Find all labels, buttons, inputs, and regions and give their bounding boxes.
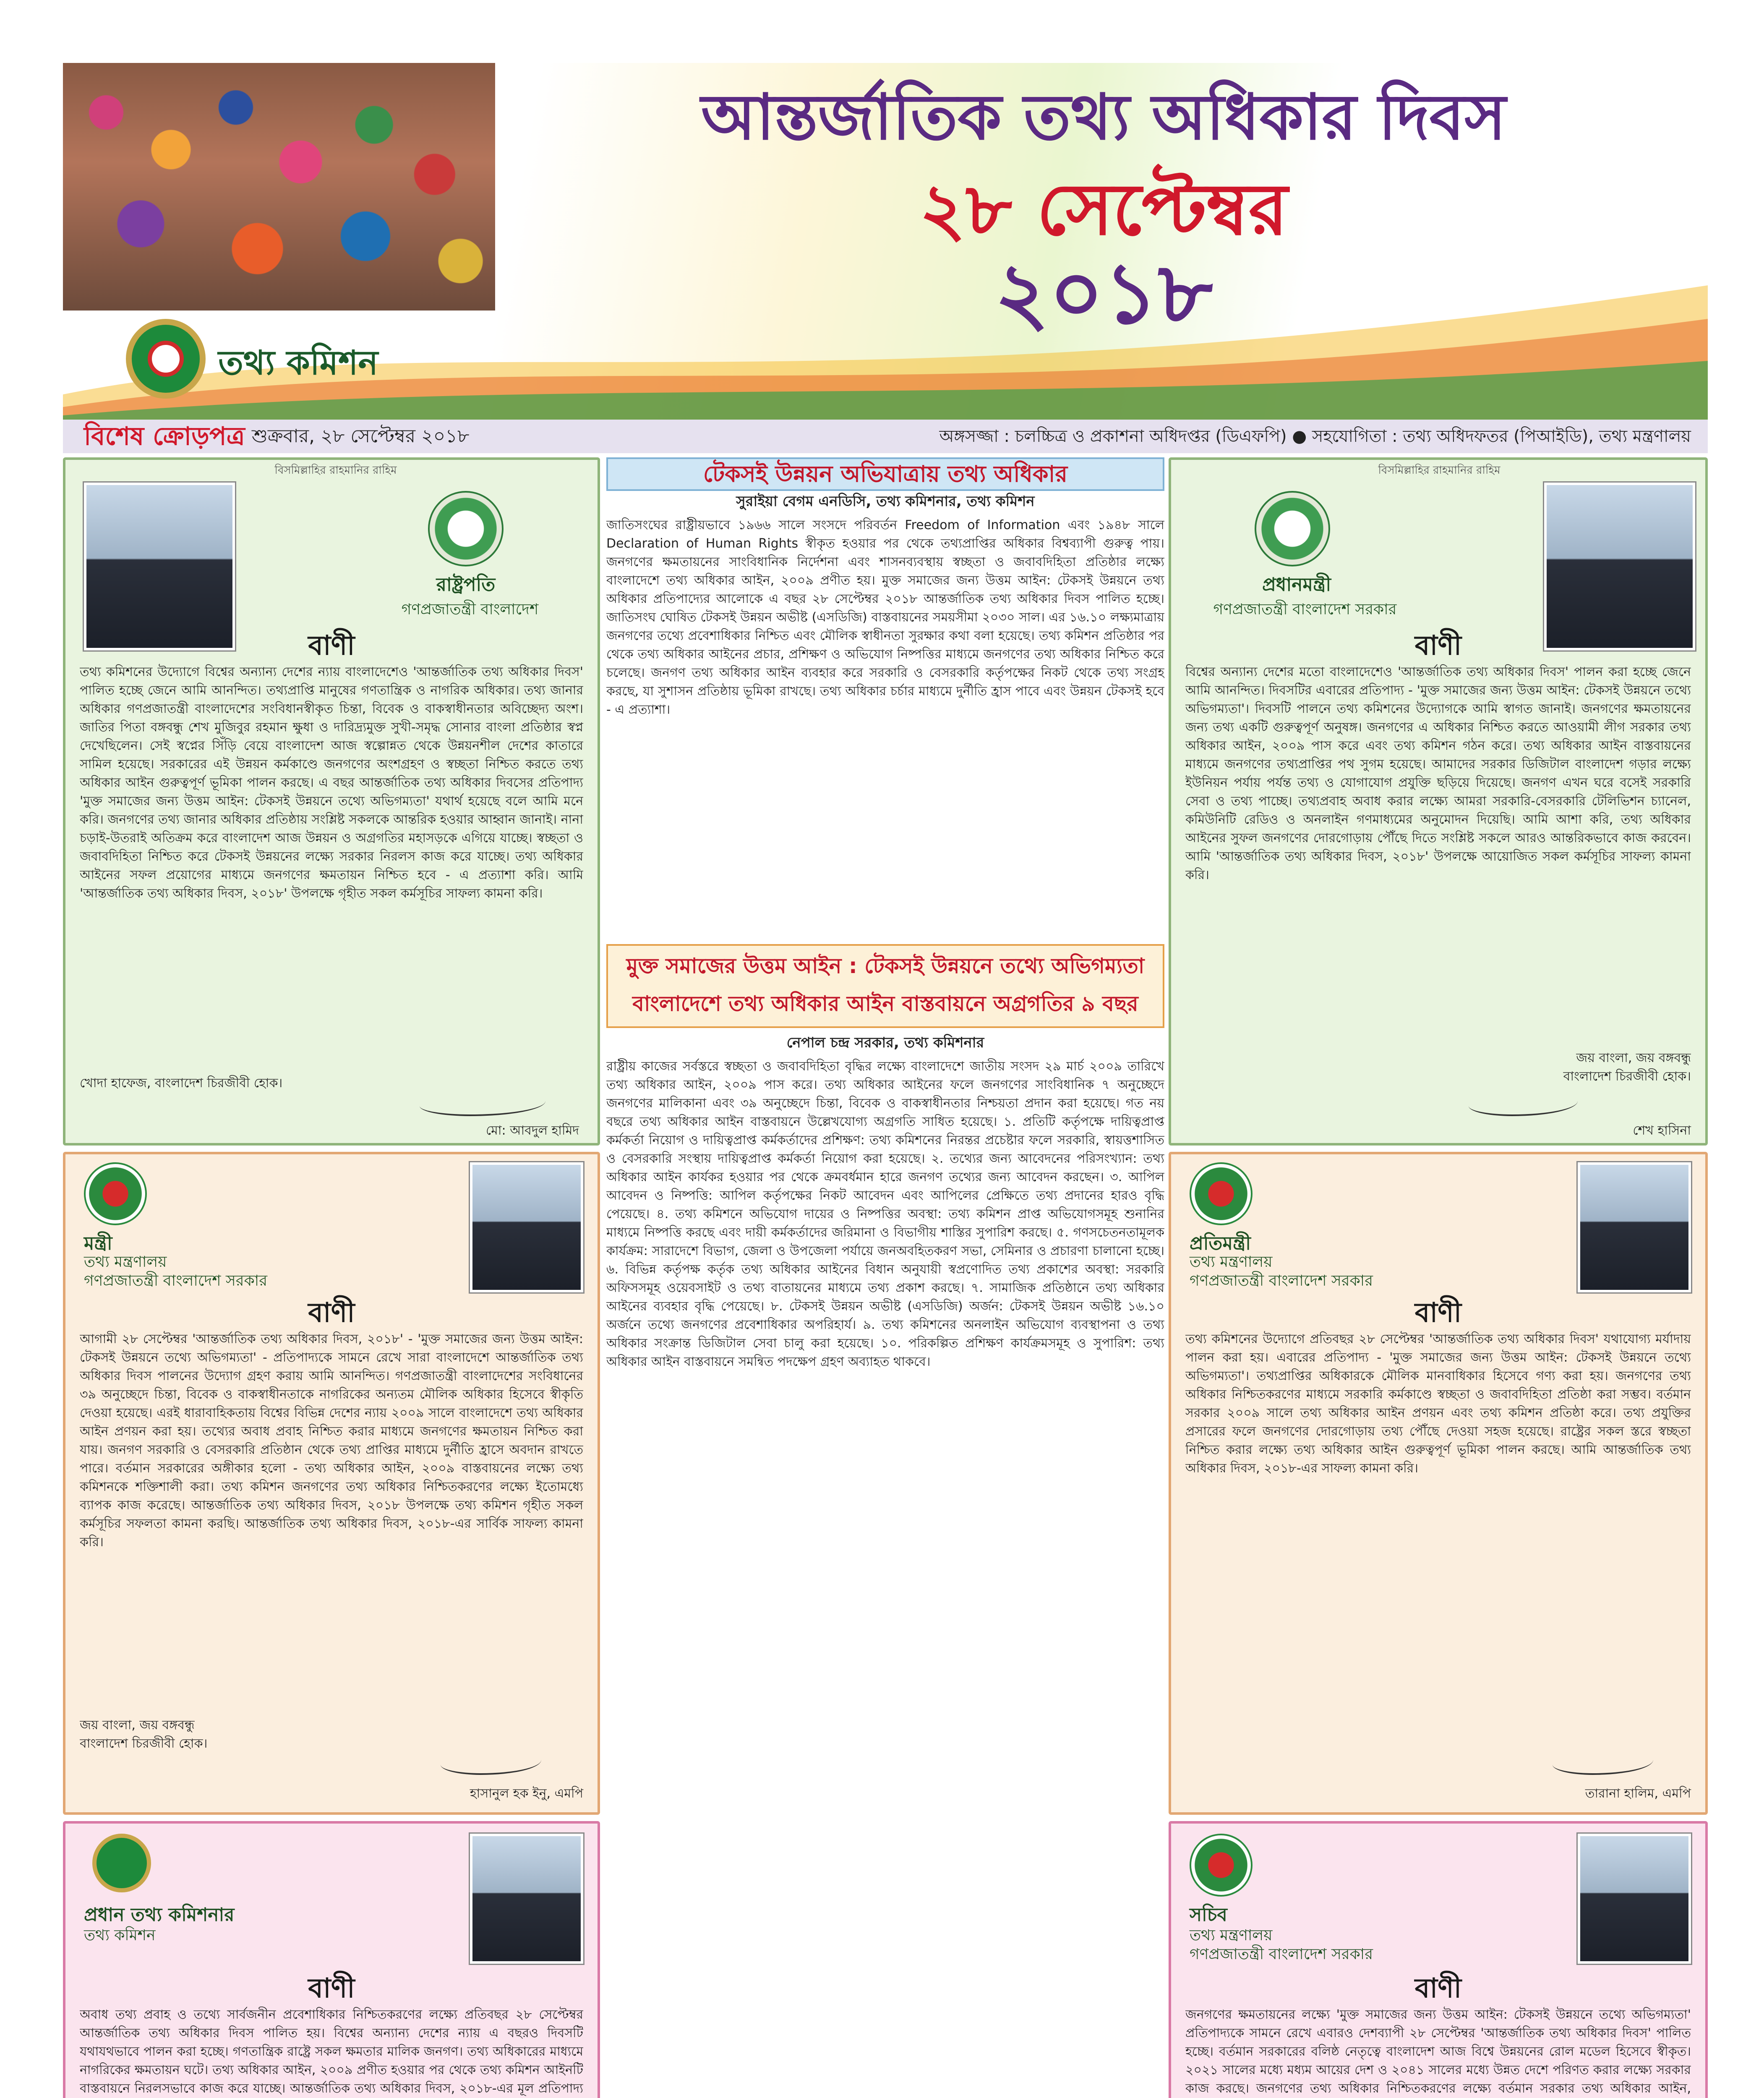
minister-closing: জয় বাংলা, জয় বঙ্গবন্ধু বাংলাদেশ চিরজীবী হোক। bbox=[80, 1718, 208, 1751]
secretary-gov: গণপ্রজাতন্ত্রী বাংলাদেশ সরকার bbox=[1190, 1946, 1373, 1963]
article2-title-line2: বাংলাদেশে তথ্য অধিকার আইন বাস্তবায়নে অগ্রগতির ৯ বছর bbox=[632, 992, 1138, 1016]
article2-body: রাষ্ট্রীয় কাজের সর্বস্তরে স্বচ্ছতা ও জবাবদিহিতা বৃদ্ধির লক্ষ্যে বাংলাদেশে জাতীয় সংসদ ২৯ মার্চ ২০০৯ তারিখে তথ্য অধিকার আইন, ২০০৯ পাস করে। তথ্য অধিকার আইনের ফলে জনগণের সাংবিধানিক ৭ অনুচ্ছেদে জনগণের মালিকানা এবং ৩৯ অনুচ্ছেদে চিন্তা, বিবেক ও বাকস্বাধীনতার নিশ্চয়তা প্রদান করা হয়েছে। গত নয় বছরে তথ্য অধিকার আইন বাস্তবায়নে উল্লেখযোগ্য অগ্রগতি সাধিত হয়েছে। ১. প্রতিটি কর্তৃপক্ষে দায়িত্বপ্রাপ্ত কর্মকর্তা নিয়োগ ও দায়িত্বপ্রাপ্ত কর্মকর্তাদের প্রশিক্ষণ: তথ্য কমিশনের নিরন্তর প্রচেষ্টার ফলে সরকারি, স্বায়ত্তশাসিত ও বেসরকারি সংস্থায় দায়িত্বপ্রাপ্ত কর্মকর্তা নিয়োগ করা হয়েছে। ২. তথ্যের জন্য আবেদনের পরিসংখ্যান: তথ্য অধিকার আইন কার্যকর হওয়ার পর থেকে ক্রমবর্ধমান হারে জনগণ তথ্যের জন্য আবেদন করছেন। ৩. আপিল আবেদন ও নিষ্পত্তি: আপিল কর্তৃপক্ষের নিকট আবেদন এবং আপিলের প্রেক্ষিতে তথ্য প্রদানের হারও বৃদ্ধি পেয়েছে। ৪. তথ্য কমিশনে অভিযোগ দায়ের ও নিষ্পত্তির অবস্থা: তথ্য কমিশন প্রাপ্ত অভিযোগসমূহ শুনানির মাধ্যমে নিষ্পত্তি করছে এবং দায়ী কর্মকর্তাদের জরিমানা ও বিভাগীয় শাস্তির সুপারিশ করছে। ৫. গণসচেতনতামূলক কার্যক্রম: সারাদেশে বিভাগ, জেলা ও উপজেলা পর্যায়ে জনঅবহিতকরণ সভা, সেমিনার ও প্রচারণা চালানো হচ্ছে। ৬. বিভিন্ন কর্তৃপক্ষ কর্তৃক তথ্য অধিকার আইনের বিধান অনুযায়ী স্বপ্রণোদিত তথ্য প্রকাশের অবস্থা: সরকারি অফিসসমূহ ওয়েবসাইট ও তথ্য বাতায়নের মাধ্যমে তথ্য প্রকাশ করছে। ৭. সামাজিক প্রতিষ্ঠানে তথ্য অধিকার আইনের ব্যবহার বৃদ্ধি পেয়েছে। ৮. টেকসই উন্নয়ন অভীষ্ট (এসডিজি) অর্জন: টেকসই উন্নয়ন অভীষ্ট ১৬.১০ অর্জনে তথ্যে জনগণের প্রবেশাধিকার অপরিহার্য। ৯. তথ্য কমিশনের অনলাইন অভিযোগ ব্যবস্থাপনা ও তথ্য অধিকার সংক্রান্ত ডিজিটাল সেবা চালু করা হয়েছে। ১০. পরিকল্পিত প্রশিক্ষণ কার্যক্রমসমূহ ও সুপারিশ: তথ্য অধিকার আইন বাস্তবায়নে সমন্বিত পদক্ষেপ গ্রহণ অব্যাহত থাকবে। bbox=[606, 1059, 1164, 1369]
event-title: আন্তর্জাতিক তথ্য অধিকার দিবস bbox=[701, 81, 1506, 154]
gov-emblem bbox=[1190, 1834, 1253, 1897]
state-emblem bbox=[428, 491, 504, 566]
chief-commissioner-message-text: অবাধ তথ্য প্রবাহ ও তথ্যে সার্বজনীন প্রবেশাধিকার নিশ্চিতকরণের লক্ষ্যে প্রতিবছর ২৮ সেপ্টেম্বর আন্তর্জাতিক তথ্য অধিকার দিবস পালিত হয়। বিশ্বের অন্যান্য দেশের ন্যায় এ বছরও দিবসটি যথাযথভাবে পালন করা হচ্ছে। গণতান্ত্রিক রাষ্ট্রে সকল ক্ষমতার মালিক জনগণ। তথ্য অধিকারের মাধ্যমে নাগরিকের ক্ষমতায়ন ঘটে। তথ্য অধিকার আইন, ২০০৯ প্রণীত হওয়ার পর থেকে তথ্য কমিশন আইনটি বাস্তবায়নে নিরলসভাবে কাজ করে যাচ্ছে। আন্তর্জাতিক তথ্য অধিকার দিবস, ২০১৮-এর মূল প্রতিপাদ্য bbox=[80, 2007, 583, 2096]
chief-commissioner-portrait bbox=[470, 1834, 583, 1964]
secretary-message-text: জনগণের ক্ষমতায়নের লক্ষ্যে 'মুক্ত সমাজের জন্য উত্তম আইন: টেকসই উন্নয়নে তথ্যে অভিগম্যতা' প্রতিপাদ্যকে সামনে রেখে এবারও দেশব্যাপী ২৮ সেপ্টেম্বর 'আন্তর্জাতিক তথ্য অধিকার দিবস' পালিত হচ্ছে। বর্তমান সরকারের বলিষ্ঠ নেতৃত্বে বাংলাদেশ আজ বিশ্বে উন্নয়নের রোল মডেল হিসেবে স্বীকৃত। ২০২১ সালের মধ্যে মধ্যম আয়ের দেশ ও ২০৪১ সালের মধ্যে উন্নত দেশে পরিণত করার লক্ষ্যে সরকার কাজ করছে। জনগণের তথ্য অধিকার নিশ্চিতকরণের লক্ষ্যে বর্তমান সরকার তথ্য অধিকার আইন, bbox=[1185, 2007, 1691, 2096]
minister-portrait bbox=[470, 1162, 583, 1292]
state-minister-signature-name: তারানা হালিম, এমপি bbox=[1585, 1786, 1691, 1801]
secretary-message-heading: বাণী bbox=[1414, 1973, 1462, 2004]
minister-gov: গণপ্রজাতন্ত্রী বাংলাদেশ সরকার bbox=[84, 1272, 268, 1289]
event-date: ২৮ সেপ্টেম্বর bbox=[919, 168, 1288, 251]
state-minister-gov: গণপ্রজাতন্ত্রী বাংলাদেশ সরকার bbox=[1190, 1272, 1373, 1289]
secretary-portrait bbox=[1578, 1834, 1691, 1964]
pm-closing: জয় বাংলা, জয় বঙ্গবন্ধু বাংলাদেশ চিরজীবী হোক। bbox=[1563, 1051, 1691, 1084]
gov-emblem bbox=[84, 1162, 147, 1225]
credit-line: অঙ্গসজ্জা : চলচ্চিত্র ও প্রকাশনা অধিদপ্তর (ডিএফপি) ● সহযোগিতা : তথ্য অধিদফতর (পিআইডি), তথ্য মন্ত্রণালয় bbox=[939, 427, 1691, 446]
president-signature-name: মো: আবদুল হামিদ bbox=[486, 1123, 579, 1138]
state-minister-message-heading: বাণী bbox=[1414, 1297, 1462, 1328]
president-role: রাষ্ট্রপতি bbox=[436, 574, 496, 595]
state-minister-message-text: তথ্য কমিশনের উদ্যোগে প্রতিবছর ২৮ সেপ্টেম্বর 'আন্তর্জাতিক তথ্য অধিকার দিবস' যথাযোগ্য মর্যাদায় পালন করা হয়। এবারের প্রতিপাদ্য - 'মুক্ত সমাজের জন্য উত্তম আইন: টেকসই উন্নয়নে তথ্যে অভিগম্যতা'। তথ্যপ্রাপ্তির অধিকারকে মৌলিক মানবাধিকার হিসেবে গণ্য করা হয়। জনগণের তথ্য অধিকার নিশ্চিতকরণের মাধ্যমে সরকারি কর্মকাণ্ডে স্বচ্ছতা ও জবাবদিহিতা প্রতিষ্ঠা করা সম্ভব। বর্তমান সরকার ২০০৯ সালে তথ্য অধিকার আইন প্রণয়ন এবং তথ্য কমিশন প্রতিষ্ঠা করে। তথ্য প্রযুক্তির প্রসারের ফলে জনগণের দোরগোড়ায় তথ্য পৌঁছে দেওয়া সহজ হয়েছে। রাষ্ট্রের সকল স্তরে স্বচ্ছতা নিশ্চিত করার লক্ষ্যে তথ্য অধিকার আইন গুরুত্বপূর্ণ ভূমিকা পালন করছে। আমি আন্তর্জাতিক তথ্য অধিকার দিবস, ২০১৮-এর সাফল্য কামনা করি। bbox=[1185, 1332, 1691, 1476]
secretary-role: সচিব bbox=[1190, 1904, 1227, 1926]
state-minister-ministry: তথ্য মন্ত্রণালয় bbox=[1190, 1253, 1273, 1271]
article1-title: টেকসই উন্নয়ন অভিযাত্রায় তথ্য অধিকার bbox=[606, 457, 1164, 491]
minister-message-heading: বাণী bbox=[308, 1297, 355, 1328]
secretary-ministry: তথ্য মন্ত্রণালয় bbox=[1190, 1927, 1273, 1944]
commission-logo bbox=[92, 1834, 151, 1892]
state-emblem bbox=[1255, 491, 1330, 566]
chief-commissioner-message-heading: বাণী bbox=[308, 1973, 355, 2004]
supplement-label: বিশেষ ক্রোড়পত্র bbox=[84, 422, 245, 451]
article2-title-line1: মুক্ত সমাজের উত্তম আইন : টেকসই উন্নয়নে তথ্যে অভিগম্যতা bbox=[626, 954, 1145, 978]
president-message-text: তথ্য কমিশনের উদ্যোগে বিশ্বের অন্যান্য দেশের ন্যায় বাংলাদেশেও 'আন্তর্জাতিক তথ্য অধিকার দিবস' পালিত হচ্ছে জেনে আমি আনন্দিত। তথ্যপ্রাপ্তি মানুষের গণতান্ত্রিক ও নাগরিক অধিকার। তথ্য জানার অধিকার গণপ্রজাতন্ত্রী বাংলাদেশের সংবিধানস্বীকৃত চিন্তা, বিবেক ও বাকস্বাধীনতার অবিচ্ছেদ্য অংশ। জাতির পিতা বঙ্গবন্ধু শেখ মুজিবুর রহমান ক্ষুধা ও দারিদ্র্যমুক্ত সুখী-সমৃদ্ধ সোনার বাংলা প্রতিষ্ঠার স্বপ্ন দেখেছিলেন। সেই স্বপ্নের সিঁড়ি বেয়ে বাংলাদেশ আজ স্বল্পোন্নত থেকে উন্নয়নশীল দেশের কাতারে সামিল হয়েছে। সরকারের এই উন্নয়ন কর্মকাণ্ডে জনগণের অংশগ্রহণ ও স্বচ্ছতা নিশ্চিত করতে তথ্য অধিকার আইন গুরুত্বপূর্ণ ভূমিকা পালন করছে। এ বছর আন্তর্জাতিক তথ্য অধিকার দিবসের প্রতিপাদ্য 'মুক্ত সমাজের জন্য উত্তম আইন: টেকসই উন্নয়নে তথ্যে অভিগম্যতা' যথার্থ হয়েছে বলে আমি মনে করি। জনগণের তথ্য জানার অধিকার প্রতিষ্ঠায় সংশ্লিষ্ট সকলকে আন্তরিক হওয়ার আহ্বান জানাই। নানা চড়াই-উতরাই অতিক্রম করে বাংলাদেশ আজ উন্নয়ন ও অগ্রগতির মহাসড়কে এগিয়ে যাচ্ছে। স্বচ্ছতা ও জবাবদিহিতা নিশ্চিত করে টেকসই উন্নয়নের লক্ষ্যে সরকার নিরলস কাজ করে যাচ্ছে। তথ্য অধিকার আইনের সফল প্রয়োগের মাধ্যমে জনগণের ক্ষমতায়ন নিশ্চিত হবে - এ প্রত্যাশা করি। আমি 'আন্তর্জাতিক তথ্য অধিকার দিবস, ২০১৮' উপলক্ষে গৃহীত সকল কর্মসূচির সাফল্য কামনা করি। bbox=[80, 665, 583, 901]
article1-body: জাতিসংঘের রাষ্ট্রীয়ভাবে ১৯৬৬ সালে সংসদে পরিবর্তন Freedom of Information এবং ১৯৪৮ সালে Declaration of Human Rights স্বীকৃত হওয়ার পর থেকে তথ্যপ্রাপ্তির অধিকার বিশ্বব্যাপী গুরুত্ব পায়। জনগণের ক্ষমতায়নের সাংবিধানিক নির্দেশনা এবং শাসনব্যবস্থায় স্বচ্ছতা ও জবাবদিহিতা প্রতিষ্ঠার লক্ষ্যে বাংলাদেশে তথ্য অধিকার আইন, ২০০৯ প্রণীত হয়। মুক্ত সমাজের জন্য উত্তম আইন: টেকসই উন্নয়নে তথ্য অধিকার প্রতিপাদ্যের আলোকে এ বছর ২৮ সেপ্টেম্বর ২০১৮ আন্তর্জাতিক তথ্য অধিকার দিবস পালিত হচ্ছে। জাতিসংঘ ঘোষিত টেকসই উন্নয়ন অভীষ্ট (এসডিজি) বাস্তবায়নের সময়সীমা ২০৩০ সাল। এর ১৬.১০ লক্ষ্যমাত্রায় জনগণের তথ্যে প্রবেশাধিকার নিশ্চিত এবং মৌলিক স্বাধীনতা সুরক্ষার কথা বলা হয়েছে। তথ্য কমিশন প্রতিষ্ঠার পর থেকে তথ্য অধিকার আইনের প্রচার, প্রশিক্ষণ ও অভিযোগ নিষ্পত্তির মাধ্যমে জনগণের তথ্য অধিকার নিশ্চিত করে চলেছে। জনগণ তথ্য অধিকার আইন ব্যবহার করে সরকারি ও বেসরকারি কর্তৃপক্ষের নিকট থেকে তথ্য সংগ্রহ করছে, যা সুশাসন প্রতিষ্ঠায় ভূমিকা রাখছে। তথ্য অধিকার চর্চার মাধ্যমে দুর্নীতি হ্রাস পাবে এবং উন্নয়ন টেকসই হবে - এ প্রত্যাশা। bbox=[606, 518, 1164, 717]
pm-role: প্রধানমন্ত্রী bbox=[1262, 574, 1331, 595]
chief-commissioner-role: প্রধান তথ্য কমিশনার bbox=[84, 1904, 235, 1926]
president-closing: খোদা হাফেজ, বাংলাদেশ চিরজীবী হোক। bbox=[80, 1076, 283, 1091]
minister-ministry: তথ্য মন্ত্রণালয় bbox=[84, 1253, 167, 1271]
commission-logo bbox=[126, 319, 206, 399]
minister-message-text: আগামী ২৮ সেপ্টেম্বর 'আন্তর্জাতিক তথ্য অধিকার দিবস, ২০১৮' - 'মুক্ত সমাজের জন্য উত্তম আইন: টেকসই উন্নয়নে তথ্যে অভিগম্যতা' - প্রতিপাদ্যকে সামনে রেখে সারা বাংলাদেশে আন্তর্জাতিক তথ্য অধিকার দিবস পালনের উদ্যোগ গ্রহণ করায় আমি আনন্দিত। গণপ্রজাতন্ত্রী বাংলাদেশের সংবিধানের ৩৯ অনুচ্ছেদে চিন্তা, বিবেক ও বাকস্বাধীনতাকে নাগরিকের অন্যতম মৌলিক অধিকার হিসেবে স্বীকৃতি দেওয়া হয়েছে। এরই ধারাবাহিকতায় বিশ্বের বিভিন্ন দেশের ন্যায় ২০০৯ সালে বাংলাদেশে তথ্য অধিকার আইন প্রণয়ন করা হয়। তথ্যের অবাধ প্রবাহ নিশ্চিত করার মাধ্যমে জনগণের ক্ষমতায়ন নিশ্চিত করা যায়। জনগণ সরকারি ও বেসরকারি প্রতিষ্ঠান থেকে তথ্য প্রাপ্তির মাধ্যমে দুর্নীতি হ্রাসে অবদান রাখতে পারে। বর্তমান সরকারের অঙ্গীকার হলো - তথ্য অধিকার আইন, ২০০৯ বাস্তবায়নের লক্ষ্যে তথ্য কমিশনকে শক্তিশালী করা। তথ্য কমিশন জনগণের তথ্য অধিকার নিশ্চিতকরণের লক্ষ্যে ইতোমধ্যে ব্যাপক কাজ করেছে। আন্তর্জাতিক তথ্য অধিকার দিবস, ২০১৮ উপলক্ষে তথ্য কমিশন গৃহীত সকল কর্মসূচির সফলতা কামনা করছি। আন্তর্জাতিক তথ্য অধিকার দিবস, ২০১৮-এর সার্বিক সাফল্য কামনা করি। bbox=[80, 1332, 583, 1550]
article2-author: নেপাল চন্দ্র সরকার, তথ্য কমিশনার bbox=[786, 1034, 984, 1051]
state-minister-portrait bbox=[1578, 1162, 1691, 1292]
pm-signature-name: শেখ হাসিনা bbox=[1633, 1123, 1691, 1138]
commission-name: তথ্য কমিশন bbox=[218, 343, 378, 382]
pm-message-text: বিশ্বের অন্যান্য দেশের মতো বাংলাদেশেও 'আন্তর্জাতিক তথ্য অধিকার দিবস' পালন করা হচ্ছে জেনে আমি আনন্দিত। দিবসটির এবারের প্রতিপাদ্য - 'মুক্ত সমাজের জন্য উত্তম আইন: টেকসই উন্নয়নে তথ্যে অভিগম্যতা'। দিবসটি পালনে তথ্য কমিশনের উদ্যোগকে আমি স্বাগত জানাই। জনগণের ক্ষমতায়নের জন্য তথ্য একটি গুরুত্বপূর্ণ অনুষঙ্গ। জনগণের এ অধিকার নিশ্চিত করতে আওয়ামী লীগ সরকার তথ্য অধিকার আইন, ২০০৯ পাস করে এবং তথ্য কমিশন গঠন করে। তথ্য অধিকার আইন বাস্তবায়নের মাধ্যমে জনগণের তথ্যপ্রাপ্তির পথ সুগম হয়েছে। আমাদের সরকার ডিজিটাল বাংলাদেশ গড়ার লক্ষ্যে ইউনিয়ন পর্যায় পর্যন্ত তথ্য ও যোগাযোগ প্রযুক্তি ছড়িয়ে দিয়েছে। জনগণ এখন ঘরে বসেই সরকারি সেবা ও তথ্য পাচ্ছে। তথ্যপ্রবাহ অবাধ করার লক্ষ্যে আমরা সরকারি-বেসরকারি টেলিভিশন চ্যানেল, কমিউনিটি রেডিও ও অনলাইন গণমাধ্যমের অনুমোদন দিয়েছি। আমি আশা করি, তথ্য অধিকার আইনের সুফল জনগণের দোরগোড়ায় পৌঁছে দিতে সংশ্লিষ্ট সকলে আরও আন্তরিকভাবে কাজ করবেন। আমি 'আন্তর্জাতিক তথ্য অধিকার দিবস, ২০১৮' উপলক্ষে আয়োজিত সকল কর্মসূচির সাফল্য কামনা করি। bbox=[1185, 665, 1691, 882]
president-message-heading: বাণী bbox=[308, 630, 355, 661]
bismillah: বিসমিল্লাহির রাহমানির রাহিম bbox=[1378, 464, 1500, 477]
bismillah: বিসমিল্লাহির রাহমানির রাহিম bbox=[274, 464, 397, 477]
state-minister-role: প্রতিমন্ত্রী bbox=[1190, 1233, 1251, 1254]
president-gov: গণপ্রজাতন্ত্রী বাংলাদেশ bbox=[401, 601, 539, 618]
minister-signature-name: হাসানুল হক ইনু, এমপি bbox=[470, 1786, 583, 1801]
chief-commissioner-org: তথ্য কমিশন bbox=[84, 1927, 156, 1944]
event-year: ২০১৮ bbox=[994, 245, 1213, 342]
pm-gov: গণপ্রজাতন্ত্রী বাংলাদেশ সরকার bbox=[1213, 601, 1397, 618]
gov-emblem bbox=[1190, 1162, 1253, 1225]
article1-author: সুরাইয়া বেগম এনডিসি, তথ্য কমিশনার, তথ্য কমিশন bbox=[736, 493, 1035, 510]
pm-message-heading: বাণী bbox=[1414, 630, 1462, 661]
minister-role: মন্ত্রী bbox=[84, 1233, 112, 1254]
supplement-date: শুক্রবার, ২৮ সেপ্টেম্বর ২০১৮ bbox=[252, 425, 470, 447]
